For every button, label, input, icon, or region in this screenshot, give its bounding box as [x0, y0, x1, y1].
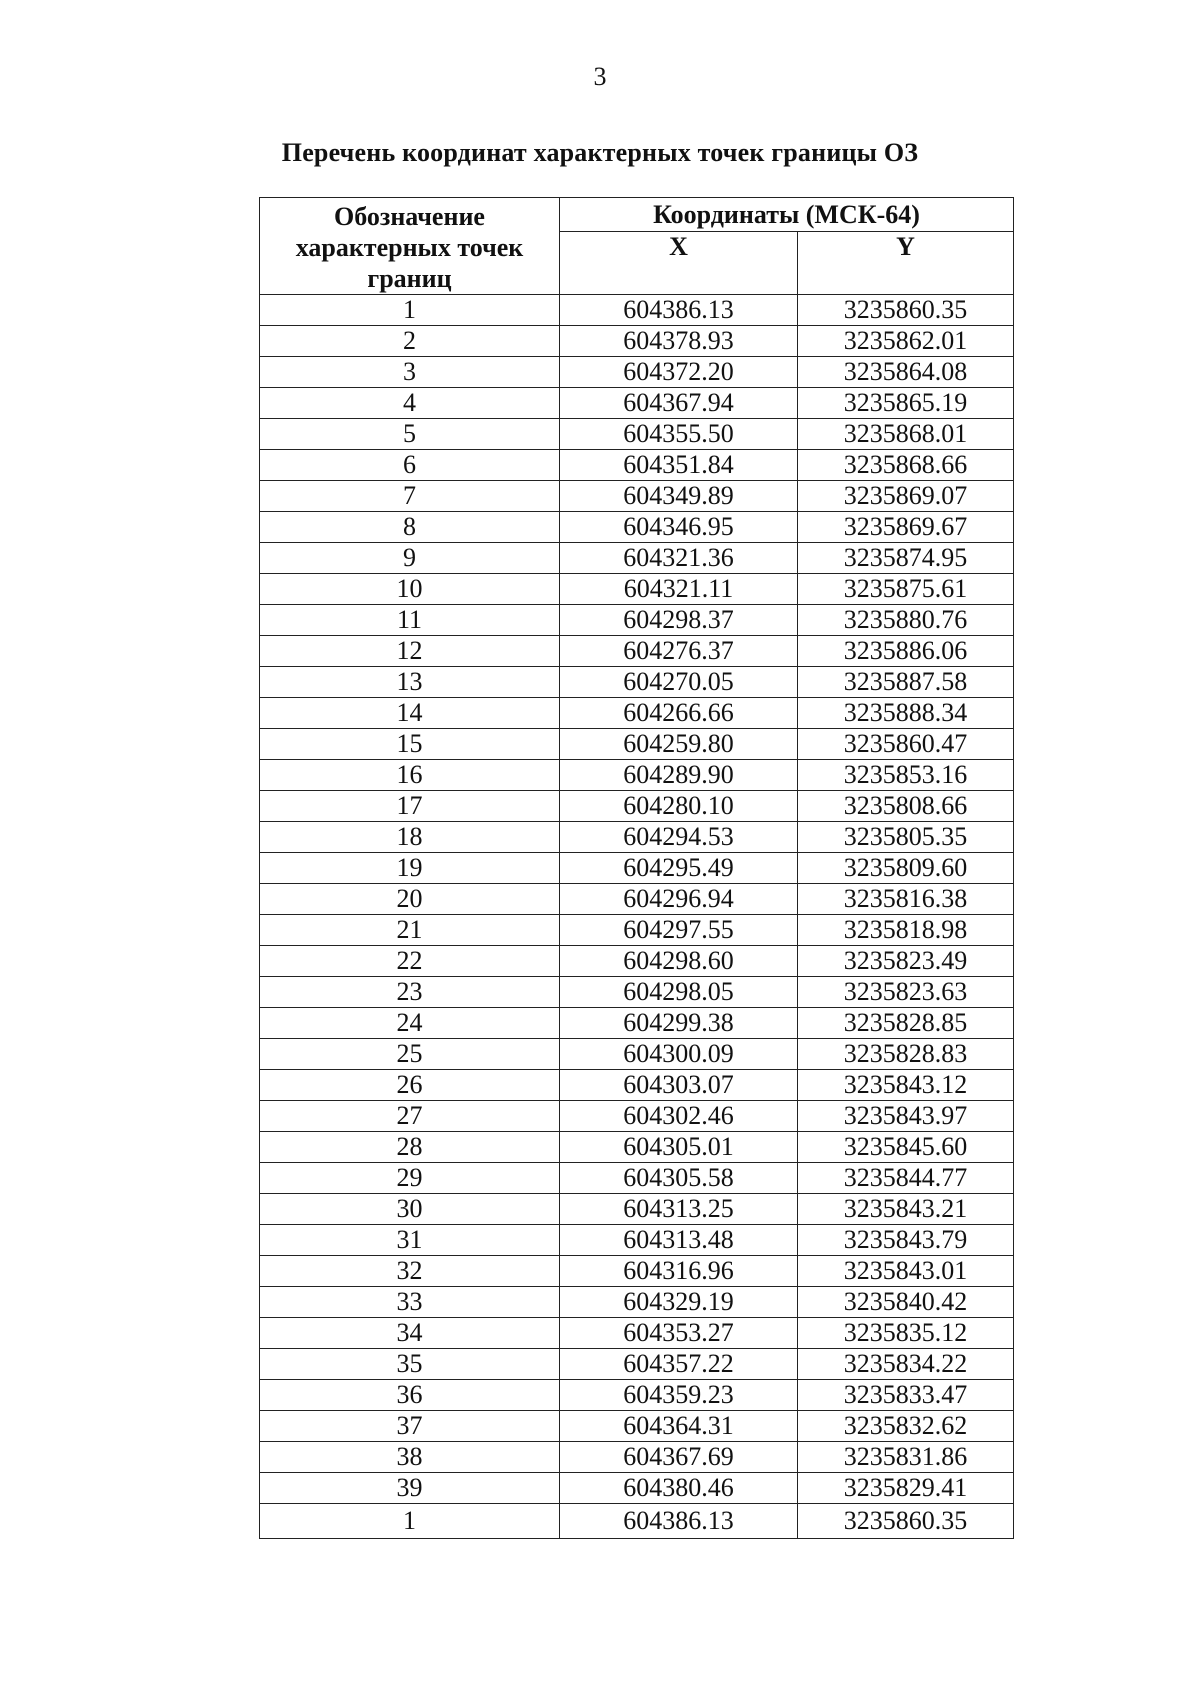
- point-number-cell: 13: [260, 667, 560, 698]
- y-coordinate-cell: 3235843.01: [798, 1256, 1014, 1287]
- x-coordinate-cell: 604313.48: [560, 1225, 798, 1256]
- point-number-cell: 4: [260, 388, 560, 419]
- table-row: [260, 388, 1014, 419]
- y-coordinate-cell: 3235818.98: [798, 915, 1014, 946]
- table-row: [260, 1132, 1014, 1163]
- table-row: [260, 1070, 1014, 1101]
- point-number-cell: 39: [260, 1473, 560, 1504]
- table-row: [260, 1504, 1014, 1539]
- table-row: [260, 1163, 1014, 1194]
- point-number-cell: 23: [260, 977, 560, 1008]
- table-row: [260, 1039, 1014, 1070]
- x-coordinate-cell: 604298.37: [560, 605, 798, 636]
- point-number-cell: 11: [260, 605, 560, 636]
- y-coordinate-cell: 3235868.66: [798, 450, 1014, 481]
- x-coordinate-cell: 604289.90: [560, 760, 798, 791]
- x-coordinate-cell: 604305.01: [560, 1132, 798, 1163]
- point-number-cell: 27: [260, 1101, 560, 1132]
- table-row: [260, 915, 1014, 946]
- y-coordinate-cell: 3235853.16: [798, 760, 1014, 791]
- x-coordinate-cell: 604349.89: [560, 481, 798, 512]
- table-row: [260, 729, 1014, 760]
- table-row: [260, 450, 1014, 481]
- x-coordinate-cell: 604297.55: [560, 915, 798, 946]
- x-coordinate-cell: 604321.36: [560, 543, 798, 574]
- point-number-cell: 8: [260, 512, 560, 543]
- point-number-cell: 22: [260, 946, 560, 977]
- x-coordinate-cell: 604353.27: [560, 1318, 798, 1349]
- x-coordinate-cell: 604329.19: [560, 1287, 798, 1318]
- table-row: [260, 1101, 1014, 1132]
- y-coordinate-cell: 3235840.42: [798, 1287, 1014, 1318]
- point-number-cell: 19: [260, 853, 560, 884]
- table-row: [260, 977, 1014, 1008]
- x-coordinate-cell: 604295.49: [560, 853, 798, 884]
- y-coordinate-cell: 3235886.06: [798, 636, 1014, 667]
- table-row: [260, 1411, 1014, 1442]
- y-coordinate-cell: 3235831.86: [798, 1442, 1014, 1473]
- x-coordinate-cell: 604386.13: [560, 1504, 798, 1539]
- y-coordinate-cell: 3235833.47: [798, 1380, 1014, 1411]
- y-coordinate-cell: 3235823.63: [798, 977, 1014, 1008]
- table-row: [260, 574, 1014, 605]
- y-coordinate-cell: 3235874.95: [798, 543, 1014, 574]
- point-number-cell: 20: [260, 884, 560, 915]
- table-body: [260, 295, 1014, 1539]
- x-coordinate-cell: 604367.69: [560, 1442, 798, 1473]
- x-coordinate-cell: 604359.23: [560, 1380, 798, 1411]
- header-x: X: [560, 232, 798, 295]
- y-coordinate-cell: 3235843.97: [798, 1101, 1014, 1132]
- table-row: [260, 419, 1014, 450]
- table-row: [260, 295, 1014, 326]
- page-title: Перечень координат характерных точек границы ОЗ: [281, 138, 919, 167]
- y-coordinate-cell: 3235869.67: [798, 512, 1014, 543]
- point-number-cell: 35: [260, 1349, 560, 1380]
- y-coordinate-cell: 3235860.35: [798, 1504, 1014, 1539]
- y-coordinate-cell: 3235805.35: [798, 822, 1014, 853]
- table-row: [260, 1194, 1014, 1225]
- point-number-cell: 14: [260, 698, 560, 729]
- table-row: [260, 1287, 1014, 1318]
- y-coordinate-cell: 3235875.61: [798, 574, 1014, 605]
- point-number-cell: 32: [260, 1256, 560, 1287]
- y-coordinate-cell: 3235828.85: [798, 1008, 1014, 1039]
- y-coordinate-cell: 3235869.07: [798, 481, 1014, 512]
- x-coordinate-cell: 604276.37: [560, 636, 798, 667]
- table-row: [260, 326, 1014, 357]
- x-coordinate-cell: 604294.53: [560, 822, 798, 853]
- y-coordinate-cell: 3235834.22: [798, 1349, 1014, 1380]
- point-number-cell: 30: [260, 1194, 560, 1225]
- y-coordinate-cell: 3235832.62: [798, 1411, 1014, 1442]
- point-number-cell: 33: [260, 1287, 560, 1318]
- y-coordinate-cell: 3235829.41: [798, 1473, 1014, 1504]
- coordinates-table: [259, 197, 1014, 1539]
- y-coordinate-cell: 3235868.01: [798, 419, 1014, 450]
- table-row: [260, 512, 1014, 543]
- y-coordinate-cell: 3235880.76: [798, 605, 1014, 636]
- x-coordinate-cell: 604316.96: [560, 1256, 798, 1287]
- x-coordinate-cell: 604346.95: [560, 512, 798, 543]
- x-coordinate-cell: 604305.58: [560, 1163, 798, 1194]
- x-coordinate-cell: 604364.31: [560, 1411, 798, 1442]
- table-row: [260, 853, 1014, 884]
- x-coordinate-cell: 604372.20: [560, 357, 798, 388]
- point-number-cell: 15: [260, 729, 560, 760]
- point-number-cell: 18: [260, 822, 560, 853]
- table-row: [260, 698, 1014, 729]
- x-coordinate-cell: 604378.93: [560, 326, 798, 357]
- x-coordinate-cell: 604299.38: [560, 1008, 798, 1039]
- table-row: [260, 1473, 1014, 1504]
- point-number-cell: 26: [260, 1070, 560, 1101]
- page-number: 3: [593, 62, 607, 91]
- y-coordinate-cell: 3235860.35: [798, 295, 1014, 326]
- table-row: [260, 605, 1014, 636]
- x-coordinate-cell: 604303.07: [560, 1070, 798, 1101]
- x-coordinate-cell: 604313.25: [560, 1194, 798, 1225]
- x-coordinate-cell: 604259.80: [560, 729, 798, 760]
- x-coordinate-cell: 604270.05: [560, 667, 798, 698]
- x-coordinate-cell: 604266.66: [560, 698, 798, 729]
- table-row: [260, 1442, 1014, 1473]
- x-coordinate-cell: 604367.94: [560, 388, 798, 419]
- y-coordinate-cell: 3235865.19: [798, 388, 1014, 419]
- table-row: [260, 791, 1014, 822]
- table-row: [260, 667, 1014, 698]
- point-number-cell: 36: [260, 1380, 560, 1411]
- header-coordinates-group: Координаты (МСК-64): [560, 198, 1014, 232]
- y-coordinate-cell: 3235888.34: [798, 698, 1014, 729]
- point-number-cell: 3: [260, 357, 560, 388]
- table-row: [260, 1256, 1014, 1287]
- y-coordinate-cell: 3235845.60: [798, 1132, 1014, 1163]
- x-coordinate-cell: 604298.05: [560, 977, 798, 1008]
- y-coordinate-cell: 3235823.49: [798, 946, 1014, 977]
- point-number-cell: 1: [260, 295, 560, 326]
- table-row: [260, 822, 1014, 853]
- table-row: [260, 1318, 1014, 1349]
- y-coordinate-cell: 3235860.47: [798, 729, 1014, 760]
- y-coordinate-cell: 3235843.21: [798, 1194, 1014, 1225]
- table-row: [260, 357, 1014, 388]
- table-row: [260, 1349, 1014, 1380]
- table-row: [260, 481, 1014, 512]
- x-coordinate-cell: 604296.94: [560, 884, 798, 915]
- point-number-cell: 34: [260, 1318, 560, 1349]
- y-coordinate-cell: 3235835.12: [798, 1318, 1014, 1349]
- x-coordinate-cell: 604298.60: [560, 946, 798, 977]
- point-number-cell: 9: [260, 543, 560, 574]
- table-row: [260, 543, 1014, 574]
- point-number-cell: 2: [260, 326, 560, 357]
- table-row: [260, 1225, 1014, 1256]
- y-coordinate-cell: 3235887.58: [798, 667, 1014, 698]
- point-number-cell: 12: [260, 636, 560, 667]
- point-number-cell: 5: [260, 419, 560, 450]
- point-number-cell: 25: [260, 1039, 560, 1070]
- x-coordinate-cell: 604351.84: [560, 450, 798, 481]
- point-number-cell: 21: [260, 915, 560, 946]
- y-coordinate-cell: 3235809.60: [798, 853, 1014, 884]
- x-coordinate-cell: 604380.46: [560, 1473, 798, 1504]
- x-coordinate-cell: 604280.10: [560, 791, 798, 822]
- x-coordinate-cell: 604386.13: [560, 295, 798, 326]
- y-coordinate-cell: 3235808.66: [798, 791, 1014, 822]
- table-row: [260, 884, 1014, 915]
- y-coordinate-cell: 3235843.12: [798, 1070, 1014, 1101]
- table-row: [260, 946, 1014, 977]
- point-number-cell: 37: [260, 1411, 560, 1442]
- y-coordinate-cell: 3235862.01: [798, 326, 1014, 357]
- x-coordinate-cell: 604302.46: [560, 1101, 798, 1132]
- point-number-cell: 16: [260, 760, 560, 791]
- x-coordinate-cell: 604355.50: [560, 419, 798, 450]
- y-coordinate-cell: 3235816.38: [798, 884, 1014, 915]
- y-coordinate-cell: 3235828.83: [798, 1039, 1014, 1070]
- table-row: [260, 636, 1014, 667]
- y-coordinate-cell: 3235864.08: [798, 357, 1014, 388]
- header-y: Y: [798, 232, 1014, 295]
- y-coordinate-cell: 3235843.79: [798, 1225, 1014, 1256]
- point-number-cell: 24: [260, 1008, 560, 1039]
- point-number-cell: 7: [260, 481, 560, 512]
- point-number-cell: 38: [260, 1442, 560, 1473]
- point-number-cell: 10: [260, 574, 560, 605]
- point-number-cell: 6: [260, 450, 560, 481]
- x-coordinate-cell: 604300.09: [560, 1039, 798, 1070]
- y-coordinate-cell: 3235844.77: [798, 1163, 1014, 1194]
- point-number-cell: 28: [260, 1132, 560, 1163]
- point-number-cell: 1: [260, 1504, 560, 1539]
- table-row: [260, 1008, 1014, 1039]
- x-coordinate-cell: 604357.22: [560, 1349, 798, 1380]
- point-number-cell: 17: [260, 791, 560, 822]
- header-point-designation: Обозначение характерных точек границ: [260, 198, 560, 295]
- point-number-cell: 31: [260, 1225, 560, 1256]
- table-row: [260, 760, 1014, 791]
- table-row: [260, 1380, 1014, 1411]
- point-number-cell: 29: [260, 1163, 560, 1194]
- x-coordinate-cell: 604321.11: [560, 574, 798, 605]
